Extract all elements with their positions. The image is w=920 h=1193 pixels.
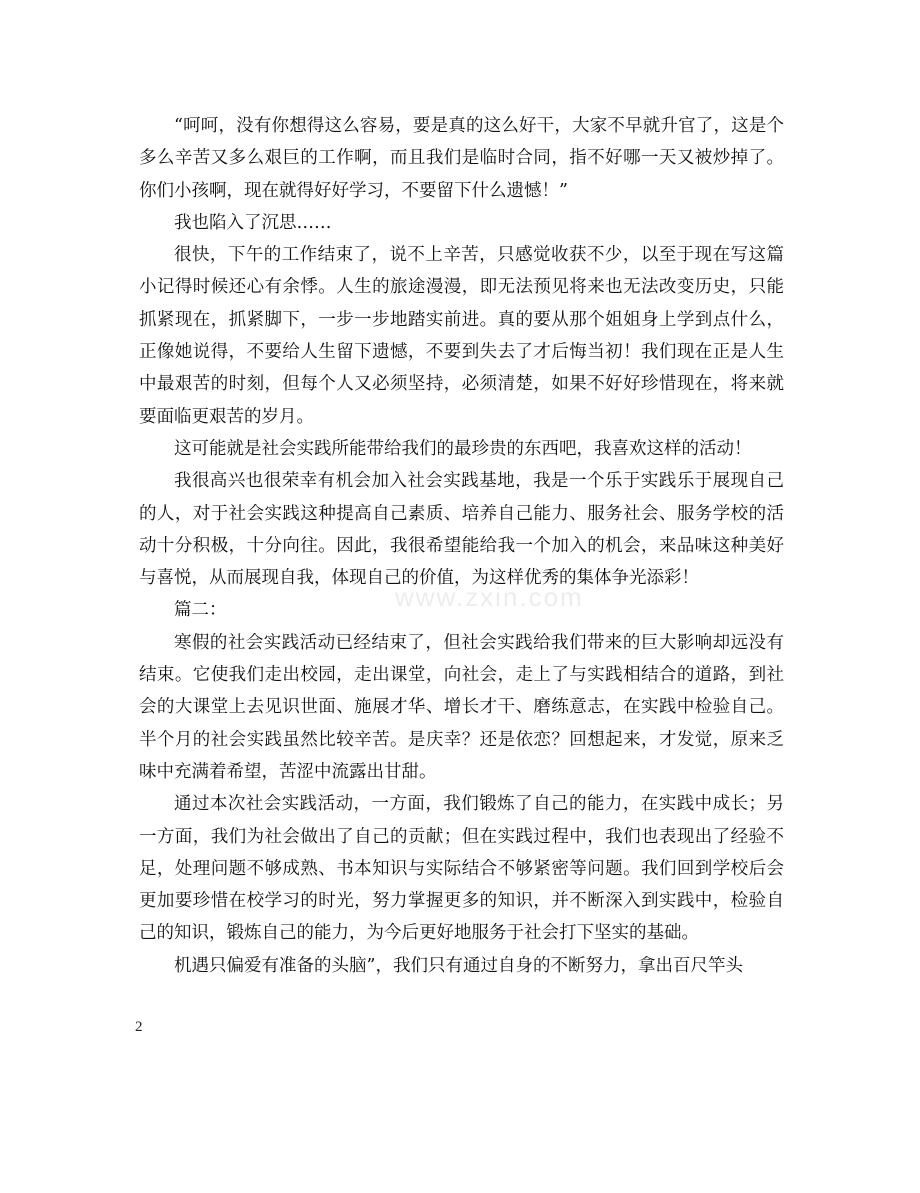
watermark: www.zxin.com — [395, 582, 584, 612]
paragraph-1: “呵呵，没有你想得这么容易，要是真的这么好干，大家不早就升官了，这是个多么辛苦又多么艰巨的工作啊，而且我们是临时合同，指不好哪一天又被炒掉了。你们小孩啊，现在就得好好学习，不要留下什么遗憾！” — [139, 116, 784, 201]
paragraph-7: 通过本次社会实践活动，一方面，我们锻炼了自己的能力，在实践中成长；另一方面，我们为社会做出了自己的贡献；但在实践过程中，我们也表现出了经验不足，处理问题不够成熟、书本知识与实际结合不够紧密等问题。我们回到学校后会更加要珍惜在校学习的时光，努力掌握更多的知识，并不断深入到实践中，检验自己的知识，锻炼自己的能力，为今后更好地服务于社会打下坚实的基础。 — [139, 794, 784, 944]
paragraph-6: 寒假的社会实践活动已经结束了，但社会实践给我们带来的巨大影响却远没有结束。它使我们走出校园，走出课堂，向社会，走上了与实践相结合的道路，到社会的大课堂上去见识世面、施展才华、增长才干、磨练意志，在实践中检验自己。半个月的社会实践虽然比较辛苦。是庆幸？还是依恋？回想起来，才发觉，原来乏味中充满着希望，苦涩中流露出甘甜。 — [139, 632, 784, 782]
paragraph-4: 这可能就是社会实践所能带给我们的最珍贵的东西吧，我喜欢这样的活动！ — [174, 438, 752, 459]
paragraph-3: 很快，下午的工作结束了，说不上辛苦，只感觉收获不少，以至于现在写这篇小记得时候还心有余悸。人生的旅途漫漫，即无法预见将来也无法改变历史，只能抓紧现在，抓紧脚下，一步一步地踏实前进。真的要从那个姐姐身上学到点什么，正像她说得，不要给人生留下遗憾，不要到失去了才后悔当初！我们现在正是人生中最艰苦的时刻，但每个人又必须坚持，必须清楚，如果不好好珍惜现在，将来就要面临更艰苦的岁月。 — [139, 245, 784, 427]
paragraph-8: 机遇只偏爱有准备的头脑”，我们只有通过自身的不断努力，拿出百尺竿头 — [174, 955, 743, 976]
page-number: 2 — [135, 1019, 143, 1035]
paragraph-5: 我很高兴也很荣幸有机会加入社会实践基地，我是一个乐于实践乐于展现自己的人，对于社会实践这种提高自己素质、培养自己能力、服务社会、服务学校的活动十分积极，十分向往。因此，我很希望能给我一个加入的机会，来品味这种美好与喜悦，从而展现自我，体现自己的价值，为这样优秀的集体争光添彩！ — [139, 471, 784, 589]
section-heading: 篇二： — [174, 600, 227, 621]
document-body — [139, 110, 784, 982]
paragraph-2: 我也陷入了沉思…… — [174, 212, 332, 233]
